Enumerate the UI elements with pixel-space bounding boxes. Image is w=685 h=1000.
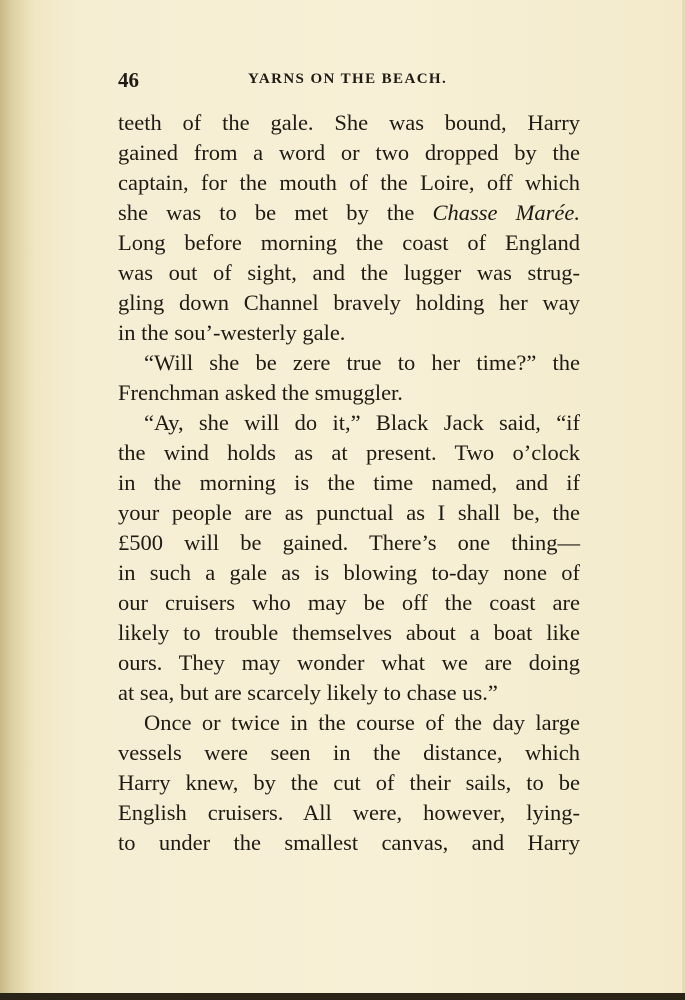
italic-ship-name: Chasse Marée. bbox=[432, 200, 581, 225]
text-line: the wind holds as at present. Two o’clock bbox=[118, 440, 580, 465]
text-line: our cruisers who may be off the coast are bbox=[118, 590, 580, 615]
text-line: Long before morning the coast of England bbox=[118, 230, 580, 255]
text-line: ours. They may wonder what we are doing bbox=[118, 650, 580, 675]
text-line: in the sou’-westerly gale. bbox=[118, 320, 346, 345]
text-line: “Will she be zere true to her time?” the bbox=[144, 350, 580, 375]
text-line: in such a gale as is blowing to-day none of bbox=[118, 560, 580, 585]
text-line: Once or twice in the course of the day large bbox=[144, 710, 580, 735]
text-line: Harry knew, by the cut of their sails, to be bbox=[118, 770, 580, 795]
text-line: at sea, but are scarcely likely to chase us.” bbox=[118, 680, 498, 705]
text-line-start: she was to be met by the bbox=[118, 200, 433, 225]
page-header bbox=[118, 68, 580, 94]
text-line: in the morning is the time named, and if bbox=[118, 470, 580, 495]
text-line: £500 will be gained. There’s one thing— bbox=[118, 530, 580, 555]
text-line: was out of sight, and the lugger was strug- bbox=[118, 260, 580, 285]
text-line: captain, for the mouth of the Loire, off which bbox=[118, 170, 580, 195]
text-line: vessels were seen in the distance, which bbox=[118, 740, 580, 765]
text-line: teeth of the gale. She was bound, Harry bbox=[118, 110, 580, 135]
running-title: YARNS ON THE BEACH. bbox=[248, 71, 448, 87]
page-bottom-edge bbox=[0, 993, 685, 1000]
text-line: to under the smallest canvas, and Harry bbox=[118, 830, 580, 855]
text-line: likely to trouble themselves about a boat like bbox=[118, 620, 580, 645]
text-line: Frenchman asked the smuggler. bbox=[118, 380, 403, 405]
text-line bbox=[118, 198, 580, 228]
page-gutter-shadow bbox=[0, 0, 36, 1000]
page-number: 46 bbox=[118, 68, 139, 92]
text-line: your people are as punctual as I shall be, the bbox=[118, 500, 580, 525]
body-text bbox=[118, 108, 580, 858]
text-line: gained from a word or two dropped by the bbox=[118, 140, 580, 165]
text-line: “Ay, she will do it,” Black Jack said, “if bbox=[144, 410, 580, 435]
text-line: gling down Channel bravely holding her way bbox=[118, 290, 580, 315]
text-line: English cruisers. All were, however, lying- bbox=[118, 800, 580, 825]
